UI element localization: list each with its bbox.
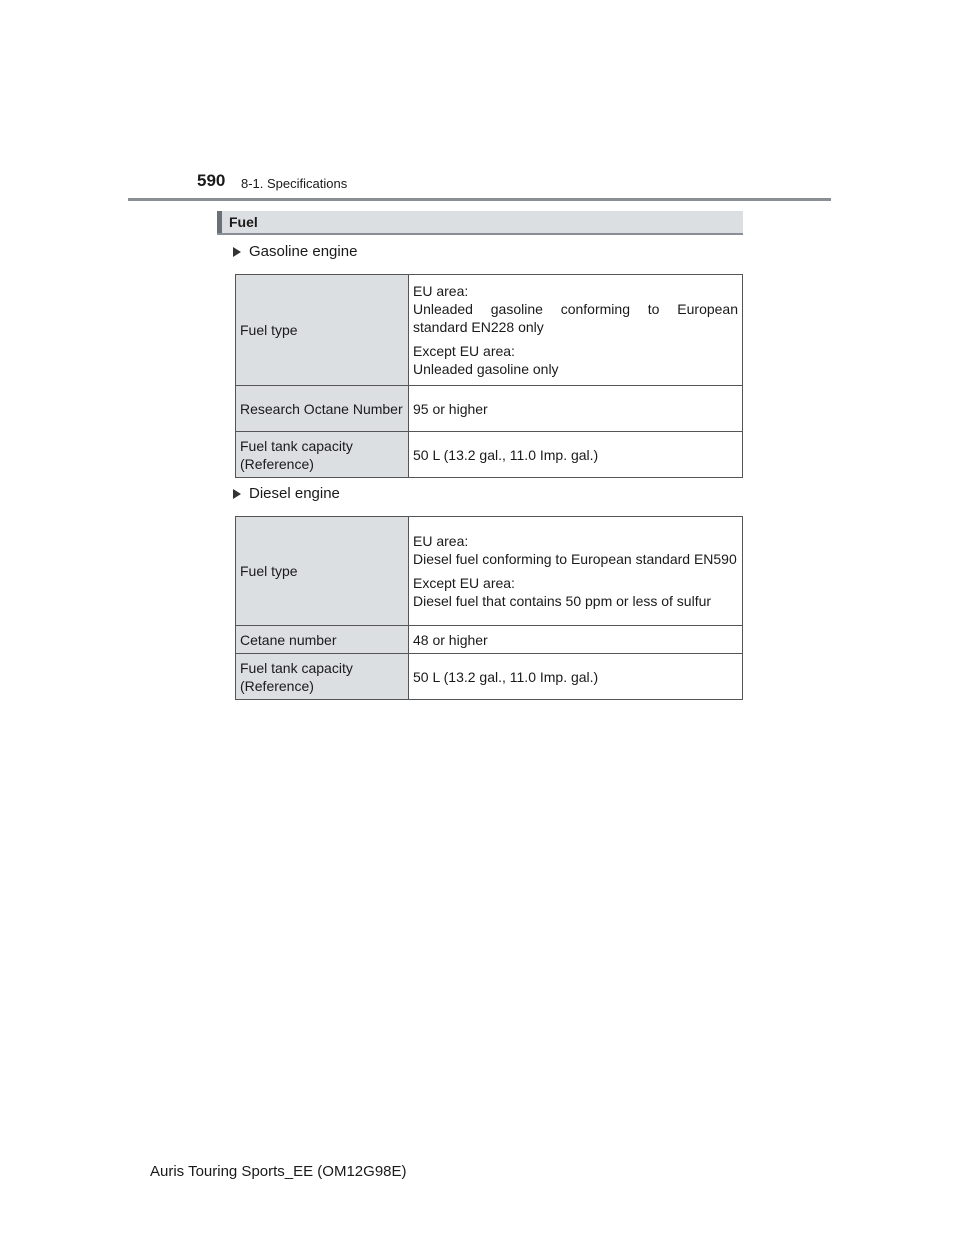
table-row	[236, 626, 743, 654]
table-row	[236, 654, 743, 700]
fuel-type-label: Fuel type	[236, 517, 409, 626]
tank-capacity-label: Fuel tank capacity (Reference)	[236, 654, 409, 700]
diesel-subheading-text: Diesel engine	[249, 485, 340, 502]
value-line: EU area:	[413, 533, 469, 549]
octane-value: 95 or higher	[409, 386, 743, 432]
triangle-bullet-icon	[233, 247, 241, 257]
gasoline-subheading-text: Gasoline engine	[249, 243, 358, 260]
tank-capacity-value: 50 L (13.2 gal., 11.0 Imp. gal.)	[409, 432, 743, 478]
triangle-bullet-icon	[233, 489, 241, 499]
gasoline-subheading	[233, 243, 357, 260]
cetane-value: 48 or higher	[409, 626, 743, 654]
value-line: Diesel fuel that contains 50 ppm or less of sulfur	[413, 593, 712, 609]
value-line: Except EU area:	[413, 343, 515, 359]
section-title: 8-1. Specifications	[241, 176, 348, 191]
tank-capacity-value: 50 L (13.2 gal., 11.0 Imp. gal.)	[409, 654, 743, 700]
value-line: Except EU area:	[413, 575, 515, 591]
value-line: EU area:	[413, 283, 469, 299]
table-row	[236, 517, 743, 626]
table-row	[236, 432, 743, 478]
table-row	[236, 275, 743, 386]
fuel-type-value	[409, 275, 743, 386]
fuel-heading-bar	[217, 211, 743, 235]
diesel-spec-table	[235, 516, 743, 700]
value-line: Diesel fuel conforming to European standard EN590	[413, 551, 737, 567]
tank-capacity-label: Fuel tank capacity (Reference)	[236, 432, 409, 478]
gasoline-spec-table	[235, 274, 743, 478]
diesel-subheading	[233, 485, 340, 502]
value-line: Unleaded gasoline only	[413, 361, 559, 377]
fuel-heading: Fuel	[229, 214, 258, 230]
heading-accent	[217, 211, 222, 233]
cetane-label: Cetane number	[236, 626, 409, 654]
header-rule	[128, 198, 831, 201]
fuel-type-label: Fuel type	[236, 275, 409, 386]
table-row	[236, 386, 743, 432]
octane-label: Research Octane Number	[236, 386, 409, 432]
fuel-type-value	[409, 517, 743, 626]
value-line: Unleaded gasoline conforming to European standard EN228 only	[413, 301, 738, 335]
page-number: 590	[197, 171, 226, 190]
manual-footer: Auris Touring Sports_EE (OM12G98E)	[150, 1163, 407, 1180]
